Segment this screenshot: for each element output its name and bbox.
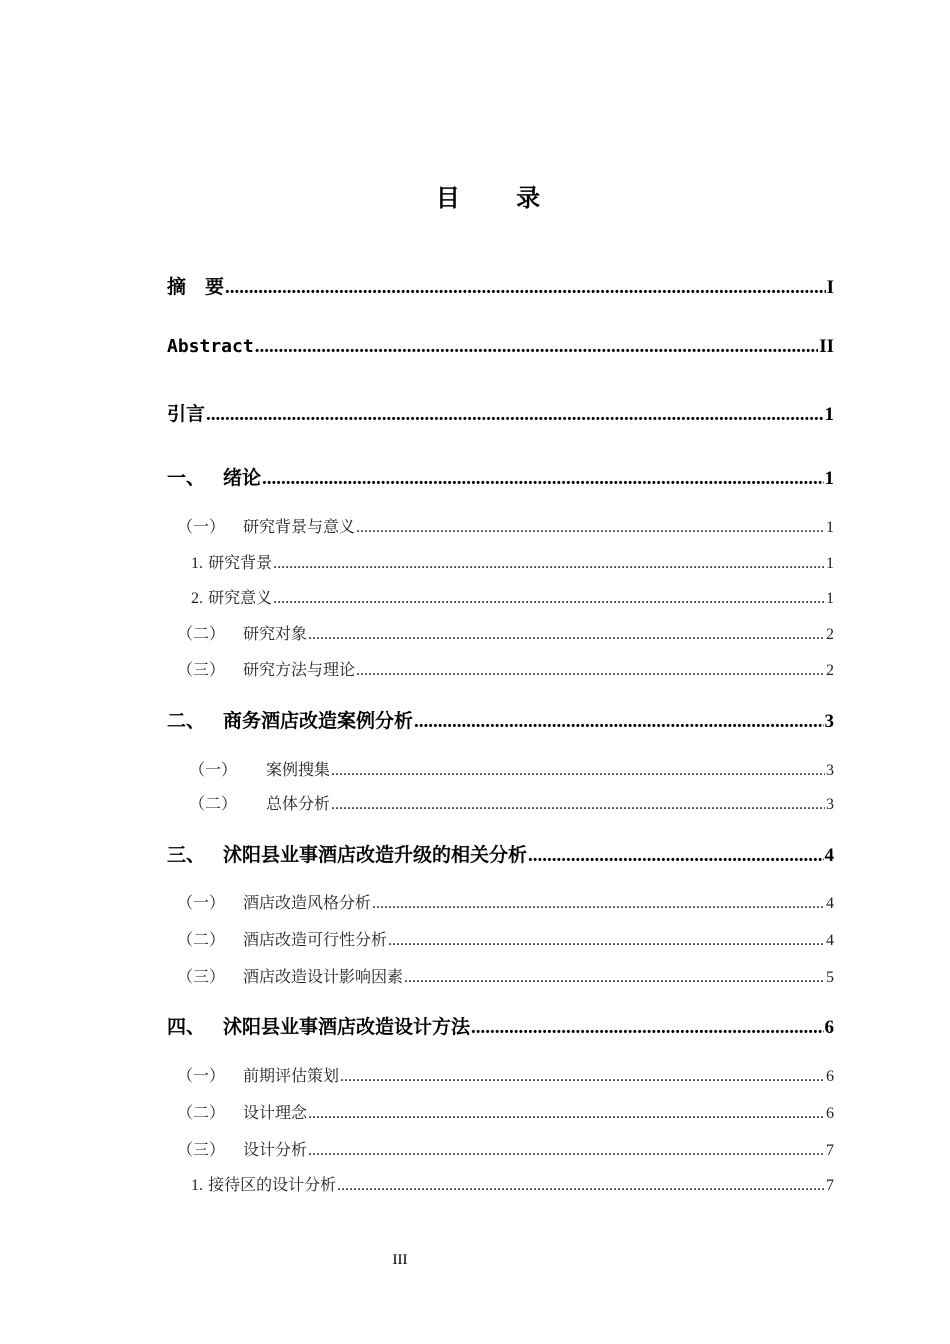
toc-entry-page: 1 xyxy=(824,468,834,489)
dot-leader xyxy=(308,1142,825,1160)
toc-entry-section-2-2[interactable] xyxy=(179,791,834,814)
toc-entry-page: I xyxy=(826,277,834,298)
toc-entry-page: 3 xyxy=(826,762,834,779)
toc-entry-number: （二） xyxy=(177,624,226,643)
toc-entry-chapter-3[interactable] xyxy=(167,840,834,867)
toc-entry-page: 2 xyxy=(826,626,834,643)
dot-leader xyxy=(337,1177,825,1195)
toc-entry-page: 3 xyxy=(824,711,834,732)
dot-leader xyxy=(528,845,823,867)
toc-entry-abstract-en[interactable] xyxy=(167,336,834,358)
toc-entry-label: 沭阳县业事酒店改造设计方法 xyxy=(223,1016,471,1038)
dot-leader xyxy=(414,711,823,733)
toc-entry-page: 4 xyxy=(826,932,834,949)
toc-entry-number: （三） xyxy=(177,660,226,679)
toc-entry-number: 2. xyxy=(191,590,203,607)
toc-entry-number: （二） xyxy=(177,930,226,949)
toc-entry-page: 4 xyxy=(824,845,834,866)
toc-entry-label: 总体分析 xyxy=(266,794,331,813)
toc-entry-label: 前期评估策划 xyxy=(243,1066,340,1085)
toc-entry-label: 研究方法与理论 xyxy=(243,660,356,679)
dot-leader xyxy=(308,1105,825,1123)
toc-entry-number: （一） xyxy=(177,1066,226,1085)
dot-leader xyxy=(356,519,825,537)
toc-entry-page: 1 xyxy=(826,519,834,536)
page-number-footer: III xyxy=(392,1252,408,1268)
toc-entry-section-2-1[interactable] xyxy=(179,757,834,780)
dot-leader xyxy=(308,626,825,644)
toc-entry-section-1-3[interactable] xyxy=(167,657,834,680)
toc-entry-label: 设计分析 xyxy=(243,1140,308,1159)
toc-entry-label: 摘 要 xyxy=(167,276,225,298)
toc-entry-page: 7 xyxy=(826,1142,834,1159)
toc-entry-chapter-1[interactable] xyxy=(167,463,834,490)
toc-entry-page: 7 xyxy=(826,1177,834,1194)
dot-leader xyxy=(356,662,825,680)
toc-entry-number: 三、 xyxy=(167,844,206,866)
dot-leader xyxy=(225,277,826,299)
toc-entry-label: 商务酒店改造案例分析 xyxy=(223,710,414,732)
toc-entry-page: 6 xyxy=(826,1068,834,1085)
toc-entry-number: 四、 xyxy=(167,1016,206,1038)
toc-entry-number: （一） xyxy=(189,760,238,779)
dot-leader xyxy=(273,590,825,608)
toc-entry-page: II xyxy=(819,336,834,357)
toc-entry-section-3-1[interactable] xyxy=(167,890,834,913)
toc-entry-number: （一） xyxy=(177,517,226,536)
toc-entry-subsection-1-1-1[interactable] xyxy=(167,550,834,573)
toc-entry-page: 1 xyxy=(824,404,834,425)
toc-entry-page: 1 xyxy=(826,590,834,607)
toc-entry-label: 研究对象 xyxy=(243,624,308,643)
toc-entry-page: 1 xyxy=(826,555,834,572)
dot-leader xyxy=(404,969,825,987)
toc-entry-label: 引言 xyxy=(167,403,206,425)
toc-entry-label: Abstract xyxy=(167,336,254,357)
toc-entry-label: 接待区的设计分析 xyxy=(208,1175,337,1194)
toc-entry-chapter-4[interactable] xyxy=(167,1012,834,1039)
dot-leader xyxy=(255,336,819,358)
dot-leader xyxy=(372,895,825,913)
dot-leader xyxy=(273,555,825,573)
toc-entry-number: （二） xyxy=(189,794,238,813)
toc-entry-number: 一、 xyxy=(167,467,206,489)
toc-entry-label: 酒店改造设计影响因素 xyxy=(243,967,404,986)
toc-entry-number: （三） xyxy=(177,1140,226,1159)
toc-entry-number: （三） xyxy=(177,967,226,986)
toc-entry-chapter-2[interactable] xyxy=(167,706,834,733)
toc-entry-page: 5 xyxy=(826,969,834,986)
toc-entry-label: 案例搜集 xyxy=(266,760,331,779)
toc-entry-label: 研究背景 xyxy=(208,553,273,572)
toc-entry-number: （一） xyxy=(177,893,226,912)
toc-entry-number: （二） xyxy=(177,1103,226,1122)
toc-entry-introduction[interactable] xyxy=(167,399,834,426)
toc-entry-section-4-3[interactable] xyxy=(167,1137,834,1160)
dot-leader xyxy=(388,932,825,950)
toc-entry-label: 酒店改造风格分析 xyxy=(243,893,372,912)
toc-entry-page: 6 xyxy=(826,1105,834,1122)
toc-entry-page: 3 xyxy=(826,796,834,813)
dot-leader xyxy=(331,796,825,814)
toc-entry-section-3-2[interactable] xyxy=(167,927,834,950)
toc-entry-subsection-4-3-1[interactable] xyxy=(167,1172,834,1195)
toc-entry-number: 1. xyxy=(191,555,203,572)
toc-entry-section-1-1[interactable] xyxy=(167,514,834,537)
dot-leader xyxy=(331,762,825,780)
toc-entry-label: 设计理念 xyxy=(243,1103,308,1122)
dot-leader xyxy=(340,1068,825,1086)
toc-entry-section-3-3[interactable] xyxy=(167,964,834,987)
toc-entry-section-4-1[interactable] xyxy=(167,1063,834,1086)
toc-entry-page: 4 xyxy=(826,895,834,912)
toc-entry-number: 二、 xyxy=(167,710,206,732)
toc-entry-label: 沭阳县业事酒店改造升级的相关分析 xyxy=(223,844,528,866)
toc-entry-subsection-1-1-2[interactable] xyxy=(167,585,834,608)
dot-leader xyxy=(471,1017,823,1039)
toc-entry-label: 酒店改造可行性分析 xyxy=(243,930,388,949)
toc-entry-page: 6 xyxy=(824,1017,834,1038)
toc-entry-label: 研究背景与意义 xyxy=(243,517,356,536)
toc-entry-number: 1. xyxy=(191,1177,203,1194)
toc-entry-label: 研究意义 xyxy=(208,588,273,607)
dot-leader xyxy=(262,468,823,490)
toc-entry-label: 绪论 xyxy=(223,467,262,489)
toc-title: 目 录 xyxy=(435,184,565,212)
toc-entry-abstract-cn[interactable] xyxy=(167,272,834,299)
toc-entry-section-4-2[interactable] xyxy=(167,1100,834,1123)
toc-entry-section-1-2[interactable] xyxy=(167,621,834,644)
toc-entry-page: 2 xyxy=(826,662,834,679)
dot-leader xyxy=(206,404,823,426)
